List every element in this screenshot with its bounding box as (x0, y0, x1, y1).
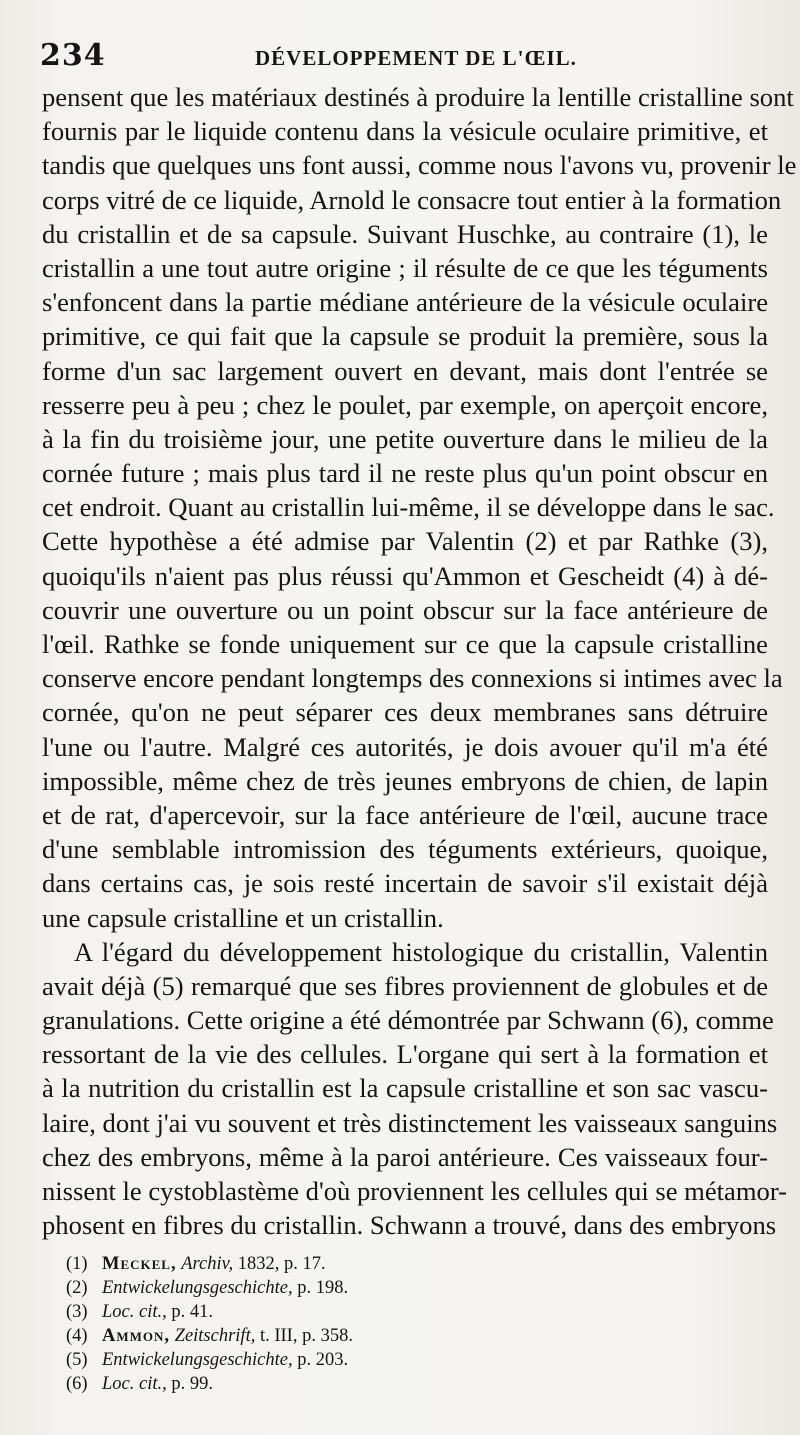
text-line: cornée, qu'on ne peut séparer ces deux membranes sans détruire (42, 697, 768, 728)
text-line: cristallin a une tout autre origine ; il résulte de ce que les téguments (42, 252, 768, 283)
text-line: cornée future ; mais plus tard il ne reste plus qu'un point obscur en (42, 458, 768, 489)
footnote-reference: p. 198. (292, 1278, 349, 1299)
text-line: conserve encore pendant longtemps des connexions si intimes avec la (42, 663, 783, 694)
text-line: fournis par le liquide contenu dans la vésicule oculaire primitive, et (42, 116, 768, 147)
text-line: granulations. Cette origine a été démontrée par Schwann (6), comme (42, 1005, 774, 1036)
footnote-work: Zeitschrift, (174, 1326, 256, 1347)
body-text (42, 80, 797, 1242)
footnote-reference: 1832, p. 17. (233, 1254, 326, 1274)
text-line: laire, dont j'ai vu souvent et très distinctement les vaisseaux sanguins (42, 1107, 778, 1138)
footnote-reference: p. 41. (166, 1302, 213, 1323)
text-line: l'œil. Rathke se fonde uniquement sur ce que la capsule cristalline (42, 629, 768, 659)
text-line: corps vitré de ce liquide, Arnold le consacre tout entier à la formation (42, 184, 782, 215)
footnote (66, 1324, 666, 1348)
text-line: du cristallin et de sa capsule. Suivant Huschke, au contraire (1), le (42, 218, 768, 249)
text-line: cet endroit. Quant au cristallin lui-même, il se développe dans le sac. (42, 492, 775, 523)
footnotes (66, 1252, 666, 1397)
footnote-author: Ammon, (102, 1326, 171, 1347)
footnote-number: (2) (66, 1278, 88, 1299)
text-line: l'une ou l'autre. Malgré ces autorités, je dois avouer qu'il m'a été (42, 731, 768, 762)
text-line: resserre peu à peu ; chez le poulet, par exemple, on aperçoit encore, (42, 389, 768, 420)
text-line: Cette hypothèse a été admise par Valentin (2) et par Rathke (3), (42, 526, 768, 557)
footnote-reference: t. III, p. 358. (255, 1326, 353, 1347)
footnote-number: (3) (66, 1302, 88, 1323)
text-line: primitive, ce qui fait que la capsule se produit la première, sous la (42, 321, 768, 352)
text-line: à la nutrition du cristallin est la capsule cristalline et son sac vascu- (42, 1073, 768, 1104)
footnote (66, 1348, 666, 1372)
footnote-work: Loc. cit., (102, 1302, 167, 1323)
footnote-reference: p. 99. (166, 1374, 213, 1395)
text-line: s'enfoncent dans la partie médiane antérieure de la vésicule oculaire (42, 287, 768, 318)
running-title: DÉVELOPPEMENT DE L'ŒIL. (255, 46, 577, 70)
footnote-number: (4) (66, 1326, 88, 1347)
text-line: nissent le cystoblastème d'où proviennent les cellules qui se métamor- (42, 1176, 788, 1206)
text-line: phosent en fibres du cristallin. Schwann a trouvé, dans des embryons (42, 1210, 777, 1241)
text-line: impossible, même chez de très jeunes embryons de chien, de lapin (42, 765, 768, 796)
footnote-number: (5) (66, 1350, 88, 1371)
footnote (66, 1372, 666, 1396)
footnote-work: Loc. cit., (102, 1374, 167, 1395)
footnote-work: Entwickelungsgeschichte, (102, 1350, 293, 1371)
text-line: forme d'un sac largement ouvert en devant, mais dont l'entrée se (42, 355, 768, 386)
text-line: tandis que quelques uns font aussi, comme nous l'avons vu, provenir le (42, 150, 797, 181)
text-line: avait déjà (5) remarqué que ses fibres proviennent de globules et de (42, 970, 768, 1001)
page-header (40, 38, 780, 78)
text-line: dans certains cas, je sois resté incertain de savoir s'il existait déjà (42, 868, 768, 899)
footnote-work: Entwickelungsgeschichte, (102, 1278, 293, 1299)
text-line: quoiqu'ils n'aient pas plus réussi qu'Ammon et Gescheidt (4) à dé- (42, 560, 768, 591)
footnote-work: Archiv, (181, 1254, 234, 1274)
footnote-reference: p. 203. (292, 1350, 349, 1371)
text-line: pensent que les matériaux destinés à produire la lentille cristalline sont (42, 82, 794, 112)
paragraph-start-line: A l'égard du développement histologique du cristallin, Valentin (74, 936, 768, 967)
text-line: chez des embryons, même à la paroi antérieure. Ces vaisseaux four- (42, 1141, 768, 1172)
text-line: à la fin du troisième jour, une petite ouverture dans le milieu de la (42, 423, 768, 454)
footnote (66, 1300, 666, 1324)
text-line: couvrir une ouverture ou un point obscur sur la face antérieure de (42, 594, 768, 625)
footnote-number: (1) (66, 1254, 88, 1274)
footnote (66, 1252, 666, 1276)
text-line: ressortant de la vie des cellules. L'organe qui sert à la formation et (42, 1039, 768, 1070)
footnote-author: Meckel, (102, 1254, 177, 1274)
page-number: 234 (40, 38, 106, 73)
text-line: et de rat, d'apercevoir, sur la face antérieure de l'œil, aucune trace (42, 799, 768, 830)
text-line: d'une semblable intromission des téguments extérieurs, quoique, (42, 834, 768, 865)
footnote-number: (6) (66, 1374, 88, 1395)
paragraph-end-line: une capsule cristalline et un cristallin. (42, 902, 444, 933)
footnote (66, 1276, 666, 1300)
